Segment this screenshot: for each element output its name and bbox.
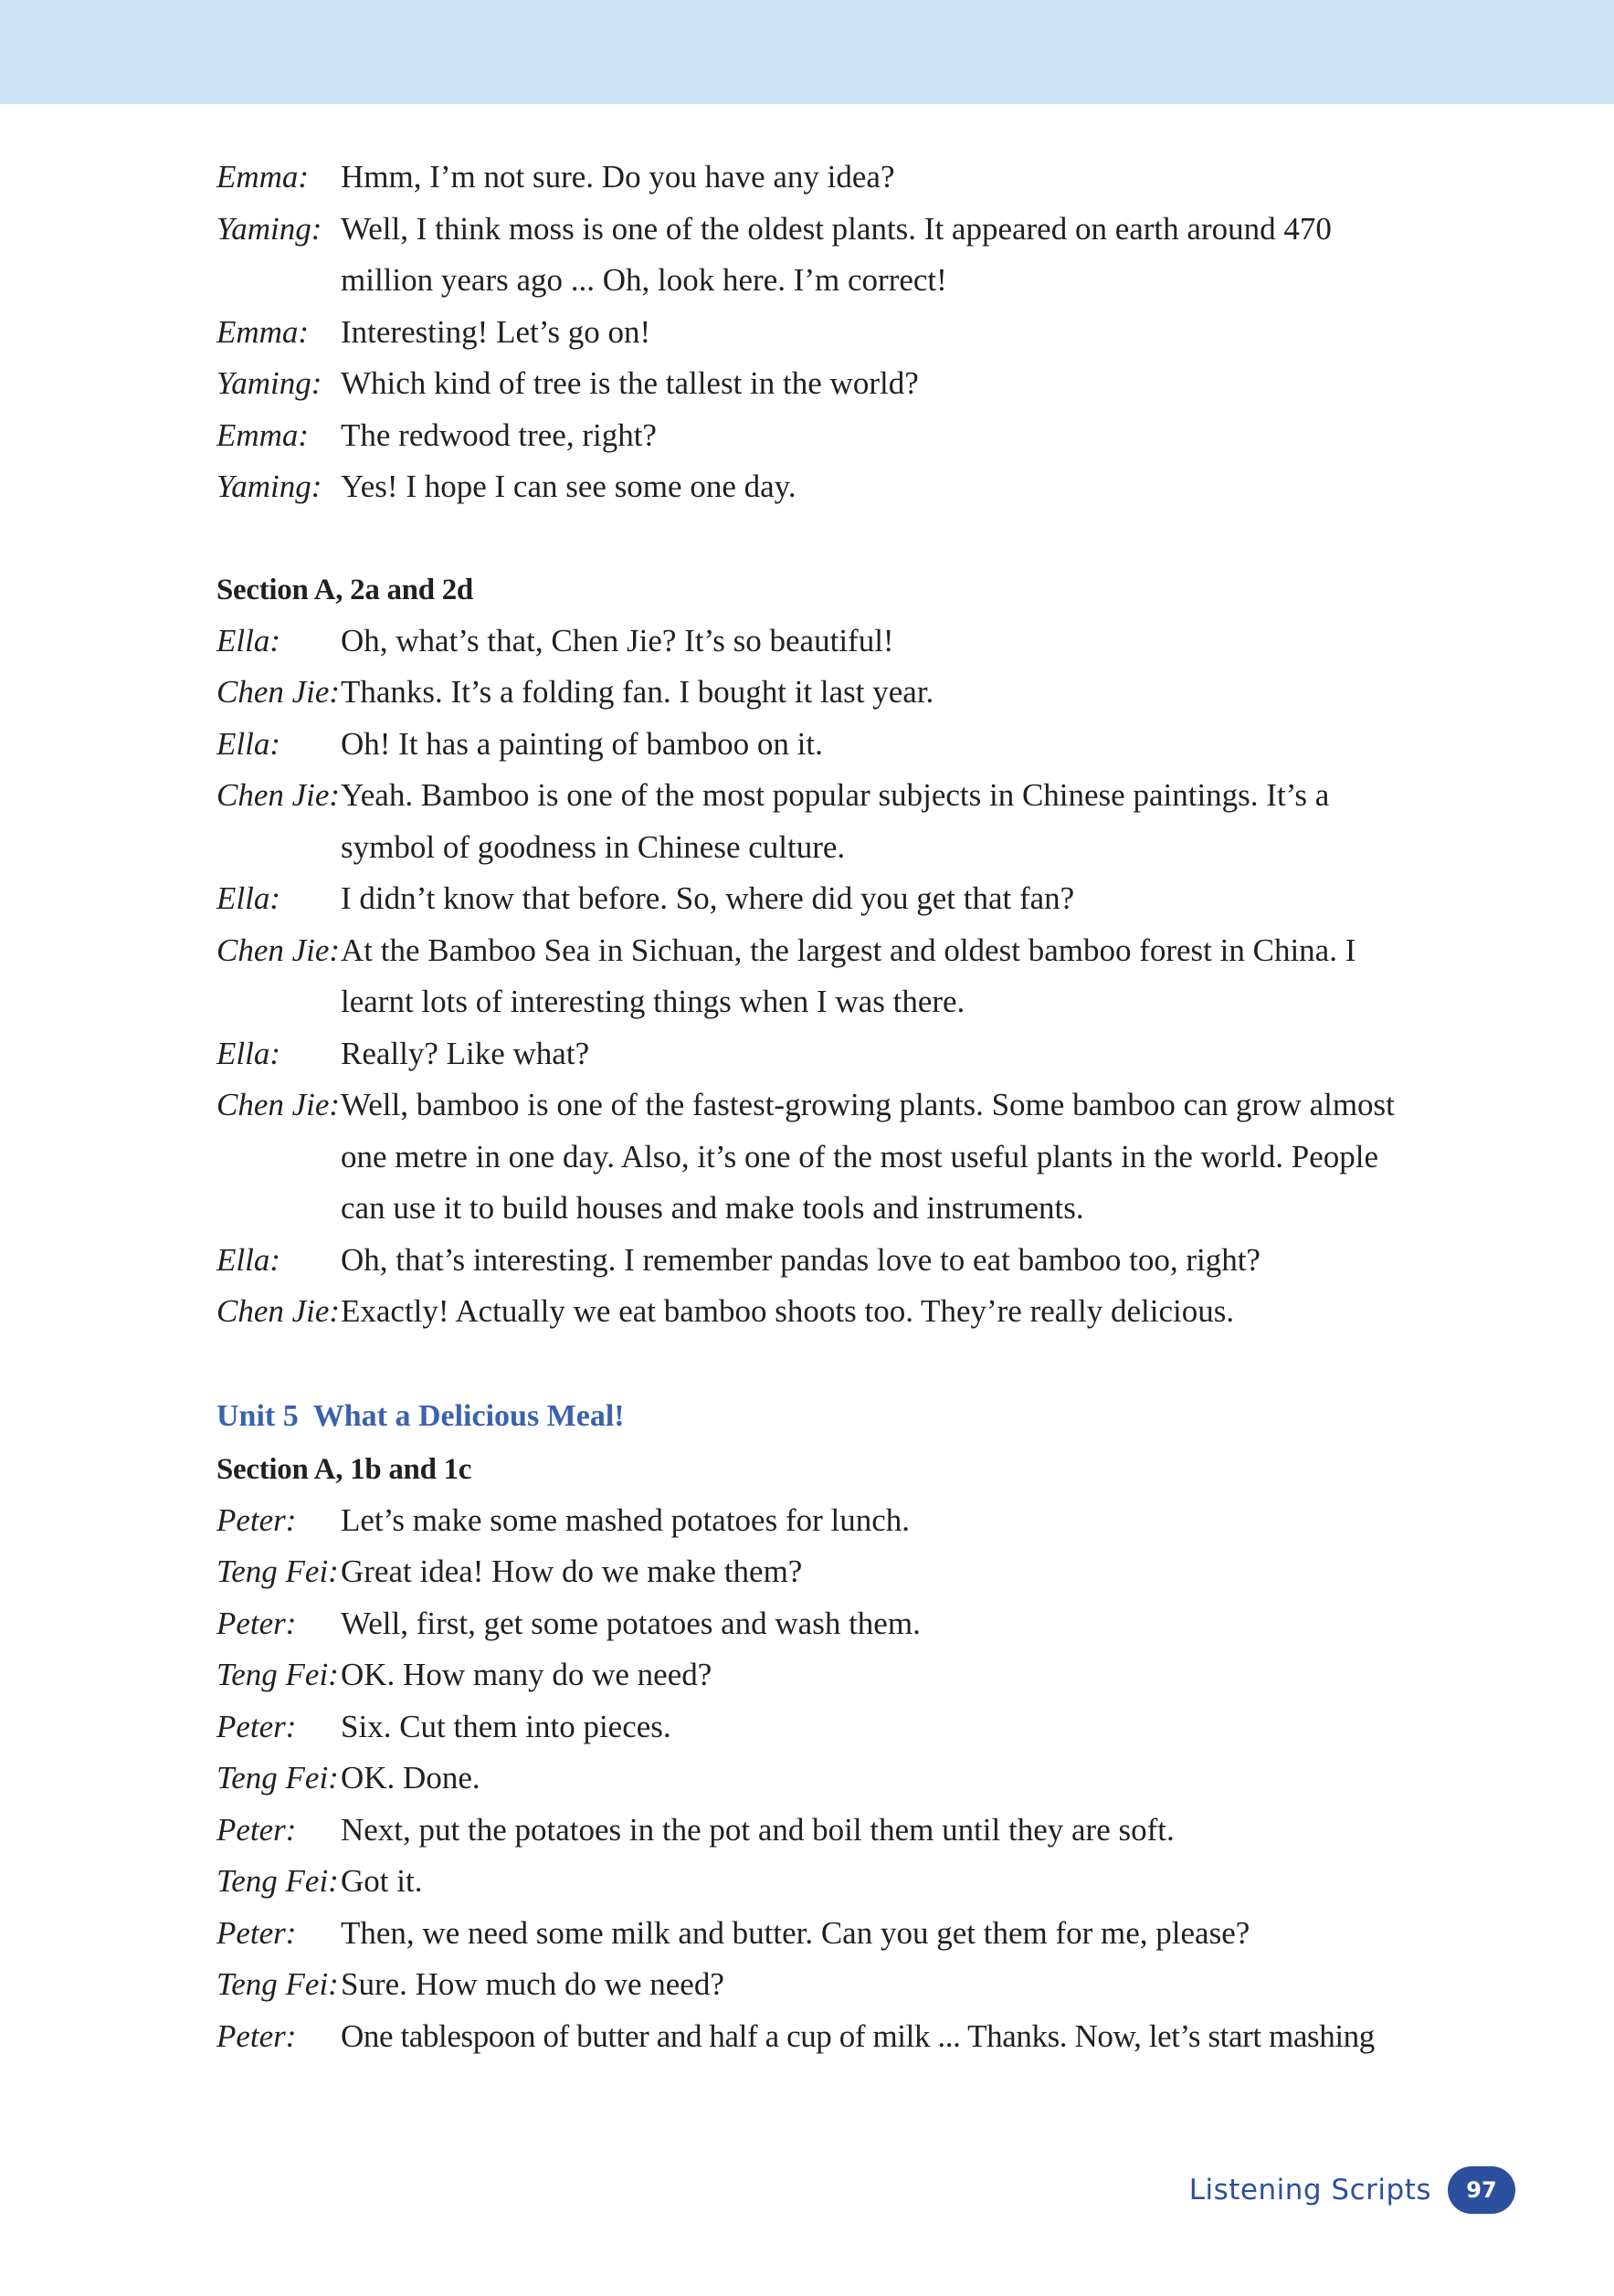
dialogue-line	[216, 1805, 1514, 1857]
speaker-name: Emma:	[216, 159, 310, 195]
page-content	[216, 152, 1514, 2062]
dialogue-line	[216, 1701, 1514, 1754]
speaker-name: Chen Jie:	[216, 674, 341, 710]
speech-text: Which kind of tree is the tallest in the world?	[341, 365, 919, 401]
section-heading: Section A, 2a and 2d	[216, 573, 473, 606]
dialogue-line	[216, 204, 1514, 307]
speaker-name: Teng Fei:	[216, 1863, 339, 1899]
speaker-name: Ella:	[216, 880, 280, 916]
dialogue-line	[216, 1856, 1514, 1908]
dialogue-line	[216, 358, 1514, 410]
speaker-name: Peter:	[216, 1501, 297, 1538]
dialogue-line	[216, 925, 1514, 1028]
speaker-name: Ella:	[216, 1035, 280, 1071]
speaker-name: Chen Jie:	[216, 1293, 341, 1329]
dialogue-line	[216, 307, 1514, 359]
speech-text: One tablespoon of butter and half a cup of milk ... Thanks. Now, let’s start mashing	[341, 2017, 1375, 2054]
dialogue-block-1	[216, 152, 1514, 513]
speech-text: Yes! I hope I can see some one day.	[341, 469, 796, 504]
dialogue-line	[216, 1908, 1514, 1960]
speech-text: Great idea! How do we make them?	[341, 1553, 803, 1589]
speech-text: Then, we need some milk and butter. Can you get them for me, please?	[341, 1914, 1250, 1951]
unit-number: Unit 5	[216, 1398, 299, 1433]
speaker-name: Ella:	[216, 725, 280, 762]
speaker-name: Chen Jie:	[216, 777, 341, 813]
unit-heading	[216, 1389, 1514, 1444]
speech-text: Yeah. Bamboo is one of the most popular subjects in Chinese paintings. It’s a symbol of goodness in Chinese culture.	[341, 777, 1330, 865]
section-heading: Section A, 1b and 1c	[216, 1452, 472, 1486]
speaker-name: Yaming:	[216, 210, 322, 247]
page-footer	[1189, 2166, 1515, 2214]
dialogue-line	[216, 1546, 1514, 1598]
dialogue-line	[216, 1286, 1514, 1338]
speech-text: Got it.	[341, 1863, 423, 1899]
speaker-name: Chen Jie:	[216, 1087, 341, 1122]
dialogue-line	[216, 1598, 1514, 1650]
speaker-name: Emma:	[216, 416, 310, 453]
speech-text: Oh, what’s that, Chen Jie? It’s so beautiful!	[341, 622, 894, 658]
dialogue-line	[216, 667, 1514, 719]
unit-title-text: What a Delicious Meal!	[312, 1398, 625, 1433]
dialogue-line	[216, 1649, 1514, 1701]
dialogue-line	[216, 1080, 1514, 1235]
speech-text: The redwood tree, right?	[341, 416, 657, 453]
dialogue-line	[216, 1235, 1514, 1287]
dialogue-line	[216, 461, 1514, 513]
dialogue-line	[216, 1495, 1514, 1547]
speech-text: Next, put the potatoes in the pot and boil them until they are soft.	[341, 1811, 1175, 1848]
dialogue-block-2	[216, 616, 1514, 1338]
speech-text: Sure. How much do we need?	[341, 1966, 724, 2002]
speaker-name: Peter:	[216, 1914, 297, 1951]
dialogue-line	[216, 1753, 1514, 1805]
speech-text: At the Bamboo Sea in Sichuan, the largest and oldest bamboo forest in China. I learnt lots of interesting things when I was there.	[341, 932, 1356, 1019]
speaker-name: Peter:	[216, 1605, 297, 1641]
speech-text: Oh! It has a painting of bamboo on it.	[341, 725, 823, 762]
spacer	[216, 513, 1514, 564]
speech-text: Hmm, I’m not sure. Do you have any idea?	[341, 159, 895, 195]
footer-section-label: Listening Scripts	[1188, 2174, 1431, 2206]
speaker-name: Yaming:	[216, 365, 322, 401]
speaker-name: Chen Jie:	[216, 932, 341, 968]
speech-text: Well, first, get some potatoes and wash them.	[341, 1605, 921, 1641]
dialogue-line	[216, 873, 1514, 925]
speaker-name: Emma:	[216, 313, 310, 350]
speech-text: Let’s make some mashed potatoes for lunch.	[341, 1501, 911, 1538]
speech-text: Really? Like what?	[341, 1035, 590, 1071]
speaker-name: Teng Fei:	[216, 1657, 339, 1692]
dialogue-line	[216, 2011, 1514, 2063]
top-color-band	[0, 0, 1614, 104]
speech-text: Well, bamboo is one of the fastest-growing plants. Some bamboo can grow almost one metre in one day. Also, it’s one of the most useful plants in the world. People can use it to build houses and make tools and instruments.	[341, 1087, 1395, 1226]
speech-text: Exactly! Actually we eat bamboo shoots too. They’re really delicious.	[341, 1293, 1235, 1329]
speaker-name: Peter:	[216, 1708, 297, 1744]
dialogue-line	[216, 719, 1514, 771]
speaker-name: Teng Fei:	[216, 1553, 339, 1589]
speech-text: Six. Cut them into pieces.	[341, 1708, 671, 1744]
speaker-name: Teng Fei:	[216, 1760, 339, 1796]
speaker-name: Peter:	[216, 2017, 297, 2054]
page-number-badge: 97	[1448, 2166, 1515, 2214]
speaker-name: Yaming:	[216, 469, 322, 504]
dialogue-block-3	[216, 1495, 1514, 2063]
dialogue-line	[216, 152, 1514, 204]
speech-text: OK. How many do we need?	[341, 1657, 712, 1692]
speech-text: Oh, that’s interesting. I remember pandas love to eat bamboo too, right?	[341, 1241, 1261, 1278]
speech-text: Well, I think moss is one of the oldest plants. It appeared on earth around 470 million years ago ... Oh, look here. I’m correct!	[341, 210, 1332, 298]
speaker-name: Ella:	[216, 1241, 280, 1278]
dialogue-line	[216, 616, 1514, 668]
dialogue-line	[216, 770, 1514, 873]
speaker-name: Teng Fei:	[216, 1966, 339, 2002]
speaker-name: Ella:	[216, 622, 280, 658]
speech-text: OK. Done.	[341, 1760, 480, 1796]
speech-text: Interesting! Let’s go on!	[341, 313, 651, 350]
dialogue-line	[216, 410, 1514, 462]
spacer	[216, 1338, 1514, 1389]
speech-text: I didn’t know that before. So, where did you get that fan?	[341, 880, 1075, 916]
speaker-name: Peter:	[216, 1811, 297, 1848]
dialogue-line	[216, 1959, 1514, 2011]
speech-text: Thanks. It’s a folding fan. I bought it last year.	[341, 674, 934, 710]
dialogue-line	[216, 1028, 1514, 1080]
